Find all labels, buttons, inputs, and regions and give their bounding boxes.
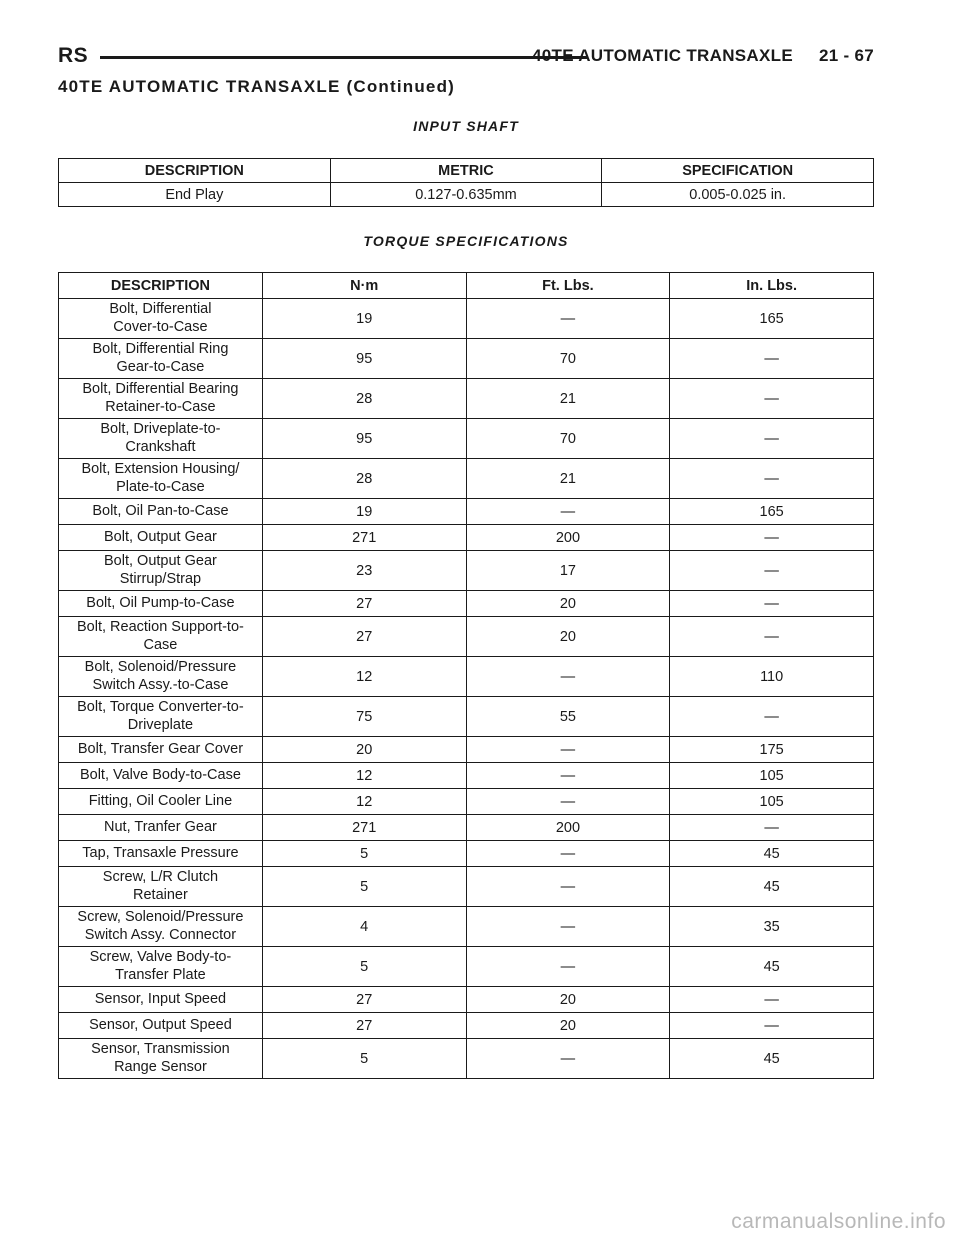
description-cell	[59, 339, 263, 379]
table-row	[59, 867, 874, 907]
value-cell: —	[670, 339, 874, 379]
description-line: Retainer-to-Case	[105, 399, 216, 415]
description-cell	[59, 1039, 263, 1079]
column-header: DESCRIPTION	[59, 159, 331, 183]
description-cell	[59, 617, 263, 657]
table-row	[59, 907, 874, 947]
value-cell: —	[670, 459, 874, 499]
description-line: Bolt, Extension Housing/	[81, 461, 240, 477]
value-cell: 19	[262, 499, 466, 525]
value-cell: —	[466, 657, 670, 697]
value-cell: 105	[670, 763, 874, 789]
value-cell: —	[466, 1039, 670, 1079]
description-cell	[59, 737, 263, 763]
header-title: 40TE AUTOMATIC TRANSAXLE	[532, 46, 793, 65]
table-row	[59, 789, 874, 815]
value-cell: 28	[262, 459, 466, 499]
value-cell: 165	[670, 299, 874, 339]
column-header: SPECIFICATION	[602, 159, 874, 183]
value-cell: 45	[670, 947, 874, 987]
description-line: Switch Assy.-to-Case	[92, 677, 229, 693]
value-cell: —	[670, 419, 874, 459]
value-cell: 5	[262, 1039, 466, 1079]
description-line: Transfer Plate	[115, 967, 206, 983]
description-cell	[59, 947, 263, 987]
table-header-row	[59, 159, 874, 183]
value-cell: 20	[466, 1013, 670, 1039]
description-line: Bolt, Oil Pump-to-Case	[86, 595, 235, 611]
description-line: Bolt, Transfer Gear Cover	[77, 741, 244, 757]
table-row	[59, 591, 874, 617]
value-cell: —	[466, 763, 670, 789]
description-cell	[59, 841, 263, 867]
value-cell: —	[466, 947, 670, 987]
description-line: Cover-to-Case	[113, 319, 208, 335]
description-line: Bolt, Solenoid/Pressure	[84, 659, 237, 675]
value-cell: 12	[262, 657, 466, 697]
description-line: Bolt, Differential Ring	[92, 341, 229, 357]
description-line: Range Sensor	[114, 1059, 207, 1075]
value-cell: 165	[670, 499, 874, 525]
description-cell	[59, 987, 263, 1013]
value-cell: —	[466, 907, 670, 947]
value-cell: 175	[670, 737, 874, 763]
value-cell: —	[670, 591, 874, 617]
value-cell: —	[670, 551, 874, 591]
value-cell: —	[670, 697, 874, 737]
page-header	[58, 42, 874, 72]
value-cell: 21	[466, 379, 670, 419]
description-cell	[59, 459, 263, 499]
description-cell	[59, 789, 263, 815]
value-cell: 35	[670, 907, 874, 947]
description-cell	[59, 815, 263, 841]
description-line: Sensor, Output Speed	[89, 1017, 232, 1033]
value-cell: —	[466, 841, 670, 867]
table-row	[59, 987, 874, 1013]
value-cell: 20	[466, 987, 670, 1013]
description-cell	[59, 867, 263, 907]
description-line: Screw, Valve Body-to-	[89, 949, 232, 965]
value-cell: 95	[262, 419, 466, 459]
value-cell: 271	[262, 525, 466, 551]
description-line: Crankshaft	[125, 439, 196, 455]
description-cell	[59, 525, 263, 551]
value-cell: —	[670, 379, 874, 419]
header-section-code: RS	[58, 44, 89, 67]
column-header: In. Lbs.	[670, 273, 874, 299]
table-row	[59, 419, 874, 459]
value-cell: —	[670, 987, 874, 1013]
value-cell: —	[670, 815, 874, 841]
table-row	[59, 551, 874, 591]
header-rule	[100, 56, 588, 59]
table-row	[59, 499, 874, 525]
description-line: Fitting, Oil Cooler Line	[88, 793, 233, 809]
value-cell: 45	[670, 867, 874, 907]
value-cell: 27	[262, 591, 466, 617]
description-cell	[59, 697, 263, 737]
description-line: Bolt, Differential	[109, 301, 212, 317]
value-cell: 70	[466, 339, 670, 379]
value-cell: 27	[262, 987, 466, 1013]
torque-specifications-table	[58, 272, 874, 1079]
value-cell: 200	[466, 815, 670, 841]
page-subtitle: 40TE AUTOMATIC TRANSAXLE (Continued)	[58, 77, 456, 96]
value-cell: 75	[262, 697, 466, 737]
description-line: Bolt, Reaction Support-to-	[77, 619, 244, 635]
column-header: N·m	[262, 273, 466, 299]
table-row	[59, 379, 874, 419]
table-row	[59, 525, 874, 551]
description-cell	[59, 907, 263, 947]
description-line: Switch Assy. Connector	[84, 927, 237, 943]
table-cell: End Play	[59, 183, 331, 207]
value-cell: 110	[670, 657, 874, 697]
value-cell: —	[670, 1013, 874, 1039]
torque-specifications-title: TORQUE SPECIFICATIONS	[363, 233, 569, 249]
description-line: Bolt, Driveplate-to-	[100, 421, 221, 437]
value-cell: 12	[262, 789, 466, 815]
description-line: Case	[143, 637, 178, 653]
description-cell	[59, 499, 263, 525]
table-row	[59, 617, 874, 657]
value-cell: 21	[466, 459, 670, 499]
table-row	[59, 183, 874, 207]
value-cell: 20	[466, 591, 670, 617]
description-cell	[59, 379, 263, 419]
table-row	[59, 459, 874, 499]
value-cell: 95	[262, 339, 466, 379]
table-row	[59, 815, 874, 841]
value-cell: 12	[262, 763, 466, 789]
value-cell: —	[466, 867, 670, 907]
value-cell: 70	[466, 419, 670, 459]
table-cell: 0.005-0.025 in.	[602, 183, 874, 207]
table-row	[59, 947, 874, 987]
table-header-row	[59, 273, 874, 299]
value-cell: —	[466, 789, 670, 815]
table-row	[59, 1013, 874, 1039]
input-shaft-table	[58, 158, 874, 207]
value-cell: 28	[262, 379, 466, 419]
description-line: Bolt, Output Gear	[104, 529, 217, 545]
value-cell: —	[670, 617, 874, 657]
table-row	[59, 763, 874, 789]
description-line: Gear-to-Case	[116, 359, 205, 375]
description-line: Stirrup/Strap	[119, 571, 202, 587]
description-line: Bolt, Torque Converter-to-	[77, 699, 244, 715]
value-cell: 27	[262, 617, 466, 657]
column-header: DESCRIPTION	[59, 273, 263, 299]
description-line: Screw, L/R Clutch	[102, 869, 219, 885]
value-cell: —	[466, 737, 670, 763]
table-row	[59, 339, 874, 379]
description-line: Bolt, Output Gear	[104, 553, 217, 569]
value-cell: 5	[262, 947, 466, 987]
value-cell: 23	[262, 551, 466, 591]
description-line: Retainer	[133, 887, 188, 903]
description-cell	[59, 763, 263, 789]
value-cell: 27	[262, 1013, 466, 1039]
table-row	[59, 1039, 874, 1079]
description-cell	[59, 591, 263, 617]
column-header: Ft. Lbs.	[466, 273, 670, 299]
value-cell: 200	[466, 525, 670, 551]
description-cell	[59, 419, 263, 459]
value-cell: 45	[670, 1039, 874, 1079]
table-cell: 0.127-0.635mm	[330, 183, 602, 207]
watermark: carmanualsonline.info	[731, 1210, 946, 1233]
value-cell: 17	[466, 551, 670, 591]
header-right	[532, 46, 874, 66]
value-cell: 5	[262, 841, 466, 867]
value-cell: 55	[466, 697, 670, 737]
description-line: Bolt, Oil Pan-to-Case	[92, 503, 229, 519]
value-cell: 19	[262, 299, 466, 339]
description-line: Bolt, Valve Body-to-Case	[79, 767, 241, 783]
value-cell: —	[466, 499, 670, 525]
value-cell: —	[466, 299, 670, 339]
value-cell: 271	[262, 815, 466, 841]
value-cell: 105	[670, 789, 874, 815]
description-line: Bolt, Differential Bearing	[82, 381, 239, 397]
input-shaft-title: INPUT SHAFT	[413, 118, 519, 134]
description-line: Sensor, Transmission	[91, 1041, 230, 1057]
table-row	[59, 299, 874, 339]
table-row	[59, 697, 874, 737]
value-cell: 20	[262, 737, 466, 763]
column-header: METRIC	[330, 159, 602, 183]
description-cell	[59, 1013, 263, 1039]
description-line: Screw, Solenoid/Pressure	[77, 909, 244, 925]
description-line: Tap, Transaxle Pressure	[82, 845, 239, 861]
value-cell: —	[670, 525, 874, 551]
value-cell: 4	[262, 907, 466, 947]
description-cell	[59, 657, 263, 697]
description-line: Plate-to-Case	[116, 479, 205, 495]
description-cell	[59, 551, 263, 591]
table-row	[59, 841, 874, 867]
description-cell	[59, 299, 263, 339]
header-page-number: 21 - 67	[818, 46, 874, 65]
table-row	[59, 737, 874, 763]
description-line: Sensor, Input Speed	[94, 991, 227, 1007]
table-row	[59, 657, 874, 697]
description-line: Driveplate	[127, 717, 194, 733]
description-line: Nut, Tranfer Gear	[104, 819, 217, 835]
value-cell: 5	[262, 867, 466, 907]
value-cell: 45	[670, 841, 874, 867]
value-cell: 20	[466, 617, 670, 657]
